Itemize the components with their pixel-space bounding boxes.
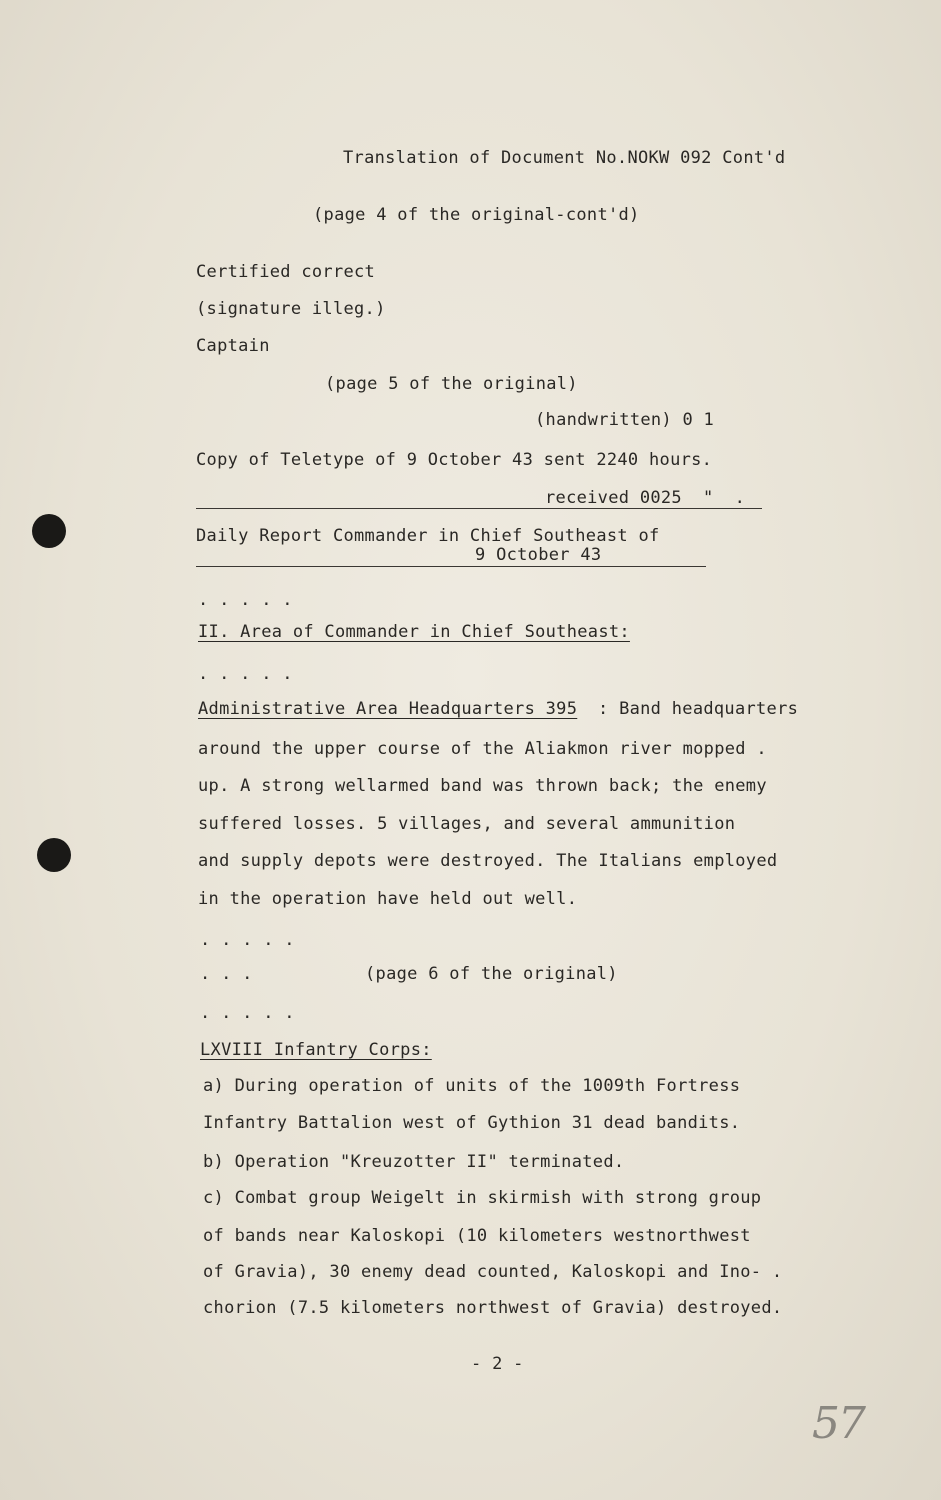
daily-report-date: 9 October 43 xyxy=(475,545,602,565)
certified-correct: Certified correct xyxy=(196,262,376,282)
admin-line: : Band headquarters xyxy=(598,699,799,719)
corps-line: chorion (7.5 kilometers northwest of Gravia) destroyed. xyxy=(203,1298,783,1318)
page-number: - 2 - xyxy=(471,1354,524,1374)
punch-hole-bottom xyxy=(37,838,71,872)
admin-line: suffered losses. 5 villages, and several ammunition xyxy=(198,814,736,834)
admin-line: up. A strong wellarmed band was thrown back; the enemy xyxy=(198,776,767,796)
page-reference-5: (page 5 of the original) xyxy=(325,374,578,394)
ellipsis-dots: . . . . . xyxy=(198,590,293,610)
ellipsis-dots-lead: . . . xyxy=(200,964,253,984)
corps-line: of Gravia), 30 enemy dead counted, Kaloskopi and Ino- . xyxy=(203,1262,783,1282)
corps-heading: LXVIII Infantry Corps: xyxy=(200,1040,432,1060)
rank-captain: Captain xyxy=(196,336,270,356)
corps-line: of bands near Kaloskopi (10 kilometers westnorthwest xyxy=(203,1226,751,1246)
admin-area-heading: Administrative Area Headquarters 395 xyxy=(198,699,578,719)
admin-line: around the upper course of the Aliakmon river mopped . xyxy=(198,739,767,759)
section-heading-area: II. Area of Commander in Chief Southeast: xyxy=(198,622,630,642)
corps-line: c) Combat group Weigelt in skirmish with strong group xyxy=(203,1188,762,1208)
page-reference-4: (page 4 of the original-cont'd) xyxy=(313,205,640,225)
received-time: received 0025 " . xyxy=(545,488,746,508)
ellipsis-dots: . . . . . xyxy=(200,930,295,950)
admin-line: in the operation have held out well. xyxy=(198,889,578,909)
handwritten-note: (handwritten) 0 1 xyxy=(535,410,715,430)
ellipsis-dots: . . . . . xyxy=(198,664,293,684)
punch-hole-top xyxy=(32,514,66,548)
handwritten-folio-number: 57 xyxy=(812,1398,864,1449)
corps-line: Infantry Battalion west of Gythion 31 dead bandits. xyxy=(203,1113,741,1133)
document-title: Translation of Document No.NOKW 092 Cont'd xyxy=(343,148,786,168)
ellipsis-dots: . . . . . xyxy=(200,1003,295,1023)
page-reference-6: (page 6 of the original) xyxy=(365,964,618,984)
admin-line: and supply depots were destroyed. The Italians employed xyxy=(198,851,778,871)
corps-line: b) Operation "Kreuzotter II" terminated. xyxy=(203,1152,625,1172)
daily-report-line: Daily Report Commander in Chief Southeast of xyxy=(196,526,660,546)
teletype-copy-line: Copy of Teletype of 9 October 43 sent 2240 hours. xyxy=(196,450,713,470)
corps-line: a) During operation of units of the 1009th Fortress xyxy=(203,1076,741,1096)
received-rule xyxy=(196,508,762,509)
report-date-rule xyxy=(196,566,706,567)
signature-note: (signature illeg.) xyxy=(196,299,386,319)
